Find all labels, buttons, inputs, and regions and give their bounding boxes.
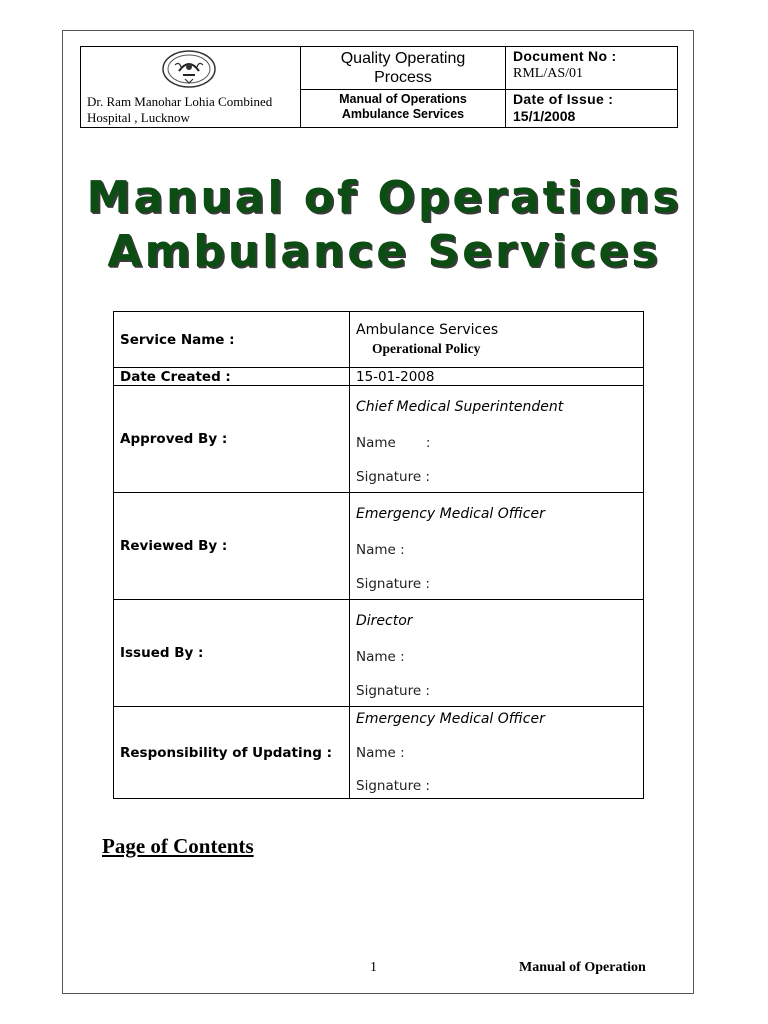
issued-by-role: Director xyxy=(356,613,413,629)
document-number-cell xyxy=(506,47,677,90)
date-of-issue-cell xyxy=(506,90,677,127)
service-name-label: Service Name : xyxy=(114,312,350,368)
document-number-value: RML/AS/01 xyxy=(513,66,584,81)
issued-by-cell xyxy=(350,600,644,707)
responsibility-updating-signature: Signature : xyxy=(356,778,430,794)
table-row xyxy=(114,312,644,368)
approval-table xyxy=(113,311,644,799)
footer-title: Manual of Operation xyxy=(519,960,646,975)
header-logo-cell xyxy=(81,47,301,127)
responsibility-updating-name: Name : xyxy=(356,745,405,761)
issued-by-name: Name : xyxy=(356,649,405,665)
issued-by-signature: Signature : xyxy=(356,683,430,699)
reviewed-by-name: Name : xyxy=(356,542,405,558)
emblem-logo xyxy=(161,49,217,89)
reviewed-by-label: Reviewed By : xyxy=(114,493,350,600)
responsibility-updating-cell xyxy=(350,707,644,799)
table-row xyxy=(114,386,644,493)
table-row xyxy=(114,493,644,600)
document-number-label: Document No : xyxy=(513,48,617,64)
document-header xyxy=(80,46,678,128)
reviewed-by-role: Emergency Medical Officer xyxy=(356,506,545,522)
process-line1: Quality Operating xyxy=(340,50,466,67)
issued-by-label: Issued By : xyxy=(114,600,350,707)
hospital-name: Dr. Ram Manohar Lohia Combined Hospital , Lucknow xyxy=(87,94,273,125)
table-row xyxy=(114,600,644,707)
responsibility-updating-label: Responsibility of Updating : xyxy=(114,707,350,799)
approved-by-cell xyxy=(350,386,644,493)
table-of-contents-heading: Page of Contents xyxy=(102,834,254,858)
approved-by-role: Chief Medical Superintendent xyxy=(356,399,564,415)
approved-by-signature: Signature : xyxy=(356,469,430,485)
manual-cell xyxy=(301,90,506,127)
process-cell xyxy=(301,47,506,90)
service-name-value: Ambulance Services xyxy=(356,322,499,338)
process-line2: Process xyxy=(374,69,432,86)
service-name-cell xyxy=(350,312,644,368)
date-created-value: 15-01-2008 xyxy=(350,368,644,386)
reviewed-by-cell xyxy=(350,493,644,600)
approved-by-name: Name : xyxy=(356,435,431,451)
main-title-line1: Manual of Operations xyxy=(86,172,682,223)
table-row xyxy=(114,707,644,799)
manual-line1: Manual of Operations xyxy=(339,92,467,106)
manual-line2: Ambulance Services xyxy=(341,107,465,121)
date-of-issue-label: Date of Issue : xyxy=(513,91,614,107)
responsibility-updating-role: Emergency Medical Officer xyxy=(356,711,545,727)
service-name-subtitle: Operational Policy xyxy=(372,341,481,356)
reviewed-by-signature: Signature : xyxy=(356,576,430,592)
table-row xyxy=(114,368,644,386)
date-created-label: Date Created : xyxy=(114,368,350,386)
main-title-line2: Ambulance Services xyxy=(107,226,661,277)
approved-by-label: Approved By : xyxy=(114,386,350,493)
date-of-issue-value: 15/1/2008 xyxy=(513,108,576,124)
page-number: 1 xyxy=(370,960,377,975)
